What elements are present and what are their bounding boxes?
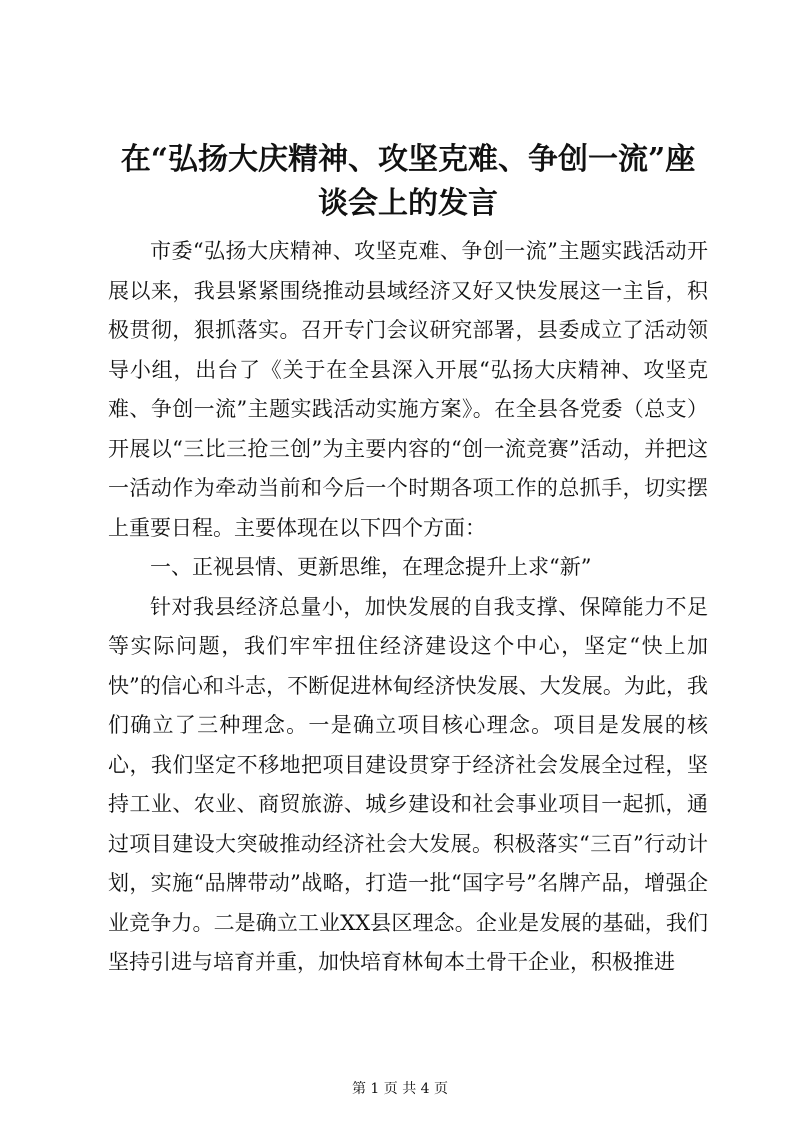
section-heading-1: 一、正视县情、更新思维，在理念提升上求“新” [150,555,592,579]
document-body [108,232,708,983]
page-footer: 第 1 页 共 4 页 [351,1081,449,1097]
document-title: 在“弘扬大庆精神、攻坚克难、争创一流”座谈会上的发言 [120,142,696,221]
paragraph-intro: 市委“弘扬大庆精神、攻坚克难、争创一流”主题实践活动开展以来，我县紧紧围绕推动县域经济又好又快发展这一主旨，积极贯彻，狠抓落实。召开专门会议研究部署，县委成立了活动领导小组，出台了《关于在全县深入开展“弘扬大庆精神、攻坚克难、争创一流”主题实践活动实施方案》。在全县各党委（总支）开展以“三比三抢三创”为主要内容的“创一流竞赛”活动，并把这一活动作为牵动当前和今后一个时期各项工作的总抓手，切实摆上重要日程。主要体现在以下四个方面： [108,239,708,540]
paragraph-section-1: 针对我县经济总量小，加快发展的自我支撑、保障能力不足等实际问题，我们牢牢扭住经济建设这个中心，坚定“快上加快”的信心和斗志，不断促进林甸经济快发展、大发展。为此，我们确立了三种理念。一是确立项目核心理念。项目是发展的核心，我们坚定不移地把项目建设贯穿于经济社会发展全过程，坚持工业、农业、商贸旅游、城乡建设和社会事业项目一起抓，通过项目建设大突破推动经济社会大发展。积极落实“三百”行动计划，实施“品牌带动”战略，打造一批“国字号”名牌产品，增强企业竞争力。二是确立工业XX县区理念。企业是发展的基础，我们坚持引进与培育并重，加快培育林甸本土骨干企业，积极推进 [108,594,708,974]
